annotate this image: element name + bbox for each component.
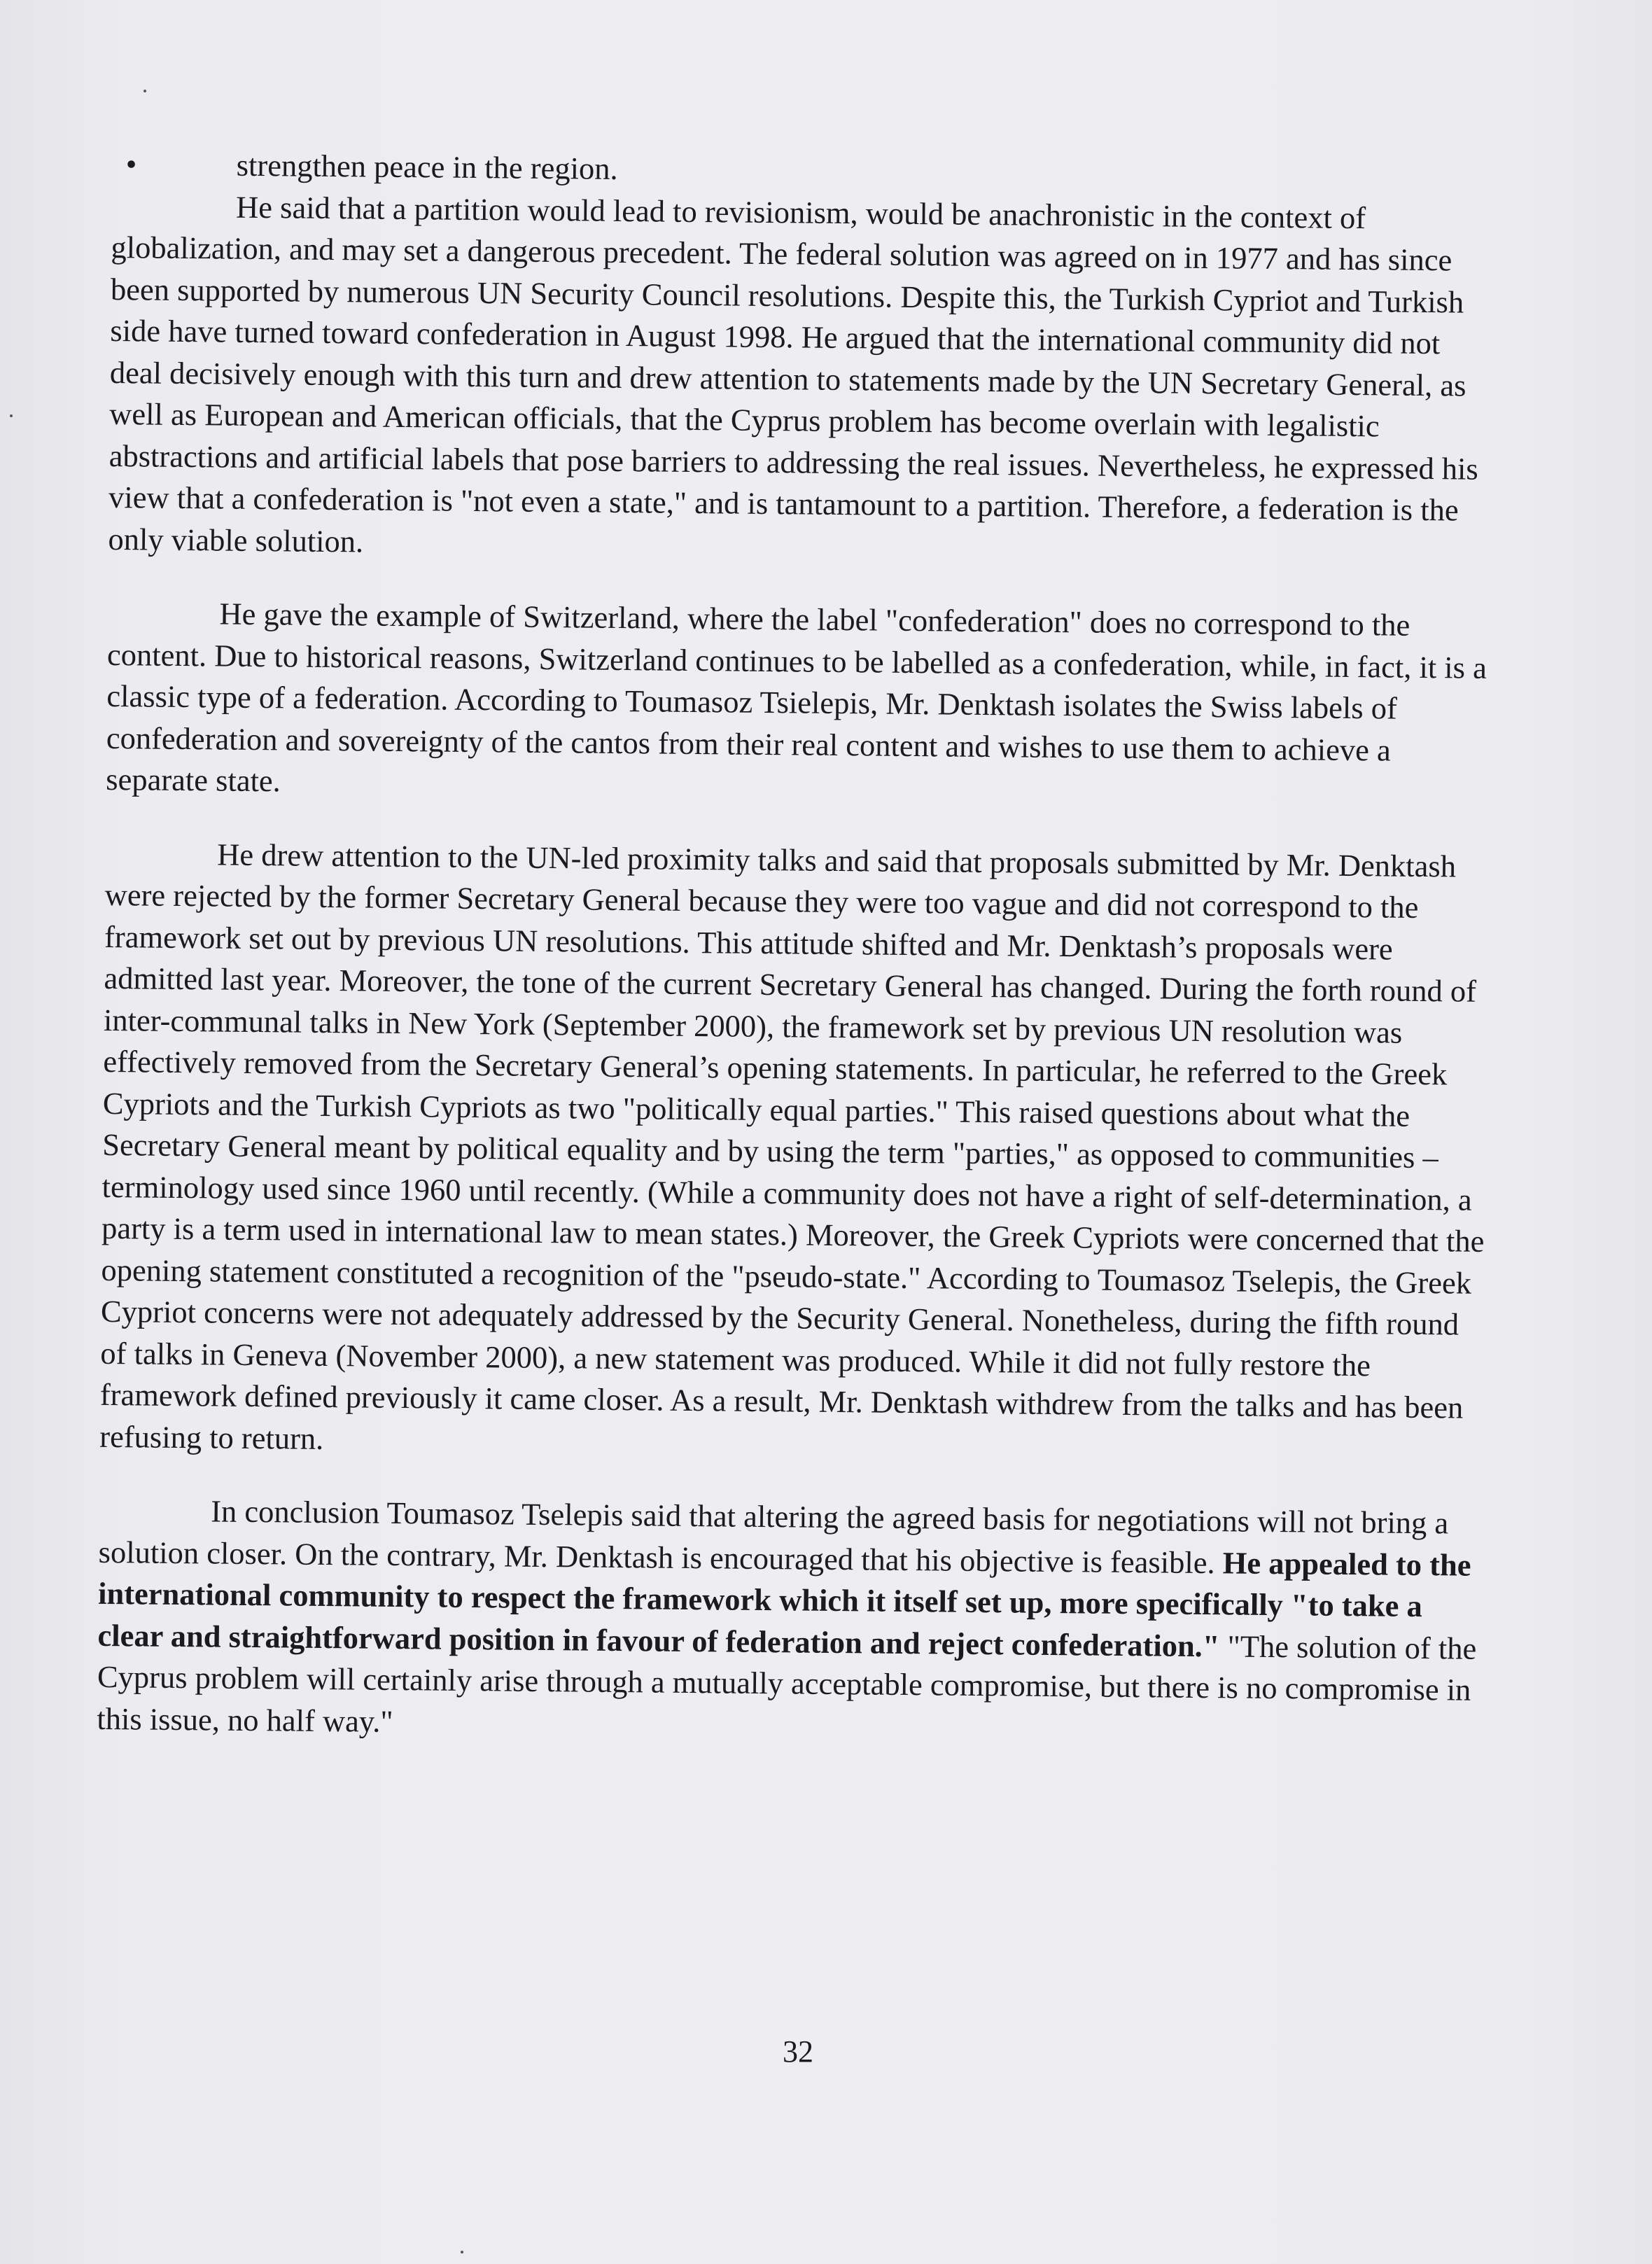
- page-number: 32: [783, 2034, 813, 2069]
- body-text: [97, 144, 1498, 1753]
- bullet-text: strengthen peace in the region.: [236, 147, 618, 186]
- paragraph-partition: He said that a partition would lead to revisionism, would be anachronistic in the context of globalization, and may set a dangerous precedent. The federal solution was agreed on in 1977 and has since been supported by numerous UN Security Council resolutions. Despite this, the Turkish Cypriot and Turkish side have turned toward confederation in August 1998. He argued that the international community did not deal decisively enough with this turn and drew attention to statements made by the UN Secretary General, as well as European and American officials, that the Cyprus problem has become overlain with legalistic abstractions and artificial labels that pose barriers to addressing the real issues. Nevertheless, he expressed his view that a confederation is "not even a state," and is tantamount to a partition. Therefore, a federation is the only viable solution.: [108, 189, 1479, 559]
- proximity-talks-text: He drew attention to the UN-led proximity talks and said that proposals submitted by Mr. Denktash were rejected by the former Secretary General because they were too vague and did not correspond to the framework set out by previous UN resolutions. This attitude shifted and Mr. Denktash’s proposals were admitted last year. Moreover, the tone of the current Secretary General has changed. During the forth round of inter-communal talks in New York (September 2000), the framework set by previous UN resolution was effectively removed from the Secretary General’s opening statements. In particular, he referred to the Greek Cypriots and the Turkish Cypriots as two "politically equal parties." This raised questions about what the Secretary General meant by political equality and by using the term "parties," as opposed to communities – terminology used since 1960 until recently. (While a community does not have a right of self-determination, a party is a term used in international law to mean states.) Moreover, the Greek Cypriots were concerned that the opening statement constituted a recognition of the "pseudo-state." According to Toumasoz Tselepis, the Greek Cypriot concerns were not adequately addressed by the Security General. Nonetheless, during the fifth round of talks in Geneva (November 2000), a new statement was produced. While it did not fully restore the framework defined previously it came closer. As a result, Mr. Denktash withdrew from the talks and has been refusing to return.: [99, 836, 1485, 1456]
- paragraph-conclusion: [97, 1490, 1485, 1753]
- conclusion-bold-appeal: He appealed to the international community to respect the framework which it itself set up, more specifically "to take a clear and straightforward position in favour of federation and reject confederation.": [97, 1544, 1471, 1663]
- conclusion-text-start: In conclusion Toumasoz Tselepis said that altering the agreed basis for negotiations will not bring a solution closer. On the contrary, Mr. Denktash is encouraged that his objective is feasible.: [98, 1493, 1449, 1580]
- bullet-icon: •: [125, 146, 137, 182]
- paragraph-proximity-talks: [99, 832, 1491, 1470]
- scan-speck: [144, 90, 146, 92]
- paragraph-switzerland: He gave the example of Switzerland, where the label "confederation" does no correspond to the content. Due to historical reasons, Switzerland continues to be labelled as a confederation, while, in fact, it is a classic type of a federation. According to Toumasoz Tsielepis, Mr. Denktash isolates the Swiss labels of confederation and sovereignty of the cantos from their real content and wishes to use them to achieve a separate state.: [106, 596, 1488, 799]
- scan-speck: [10, 414, 13, 417]
- conclusion-text-end: "The solution of the Cyprus problem will certainly arise through a mutually acceptable compromise, but there is no compromise in this issue, no half way.": [97, 1628, 1477, 1739]
- scan-speck: [461, 2251, 463, 2253]
